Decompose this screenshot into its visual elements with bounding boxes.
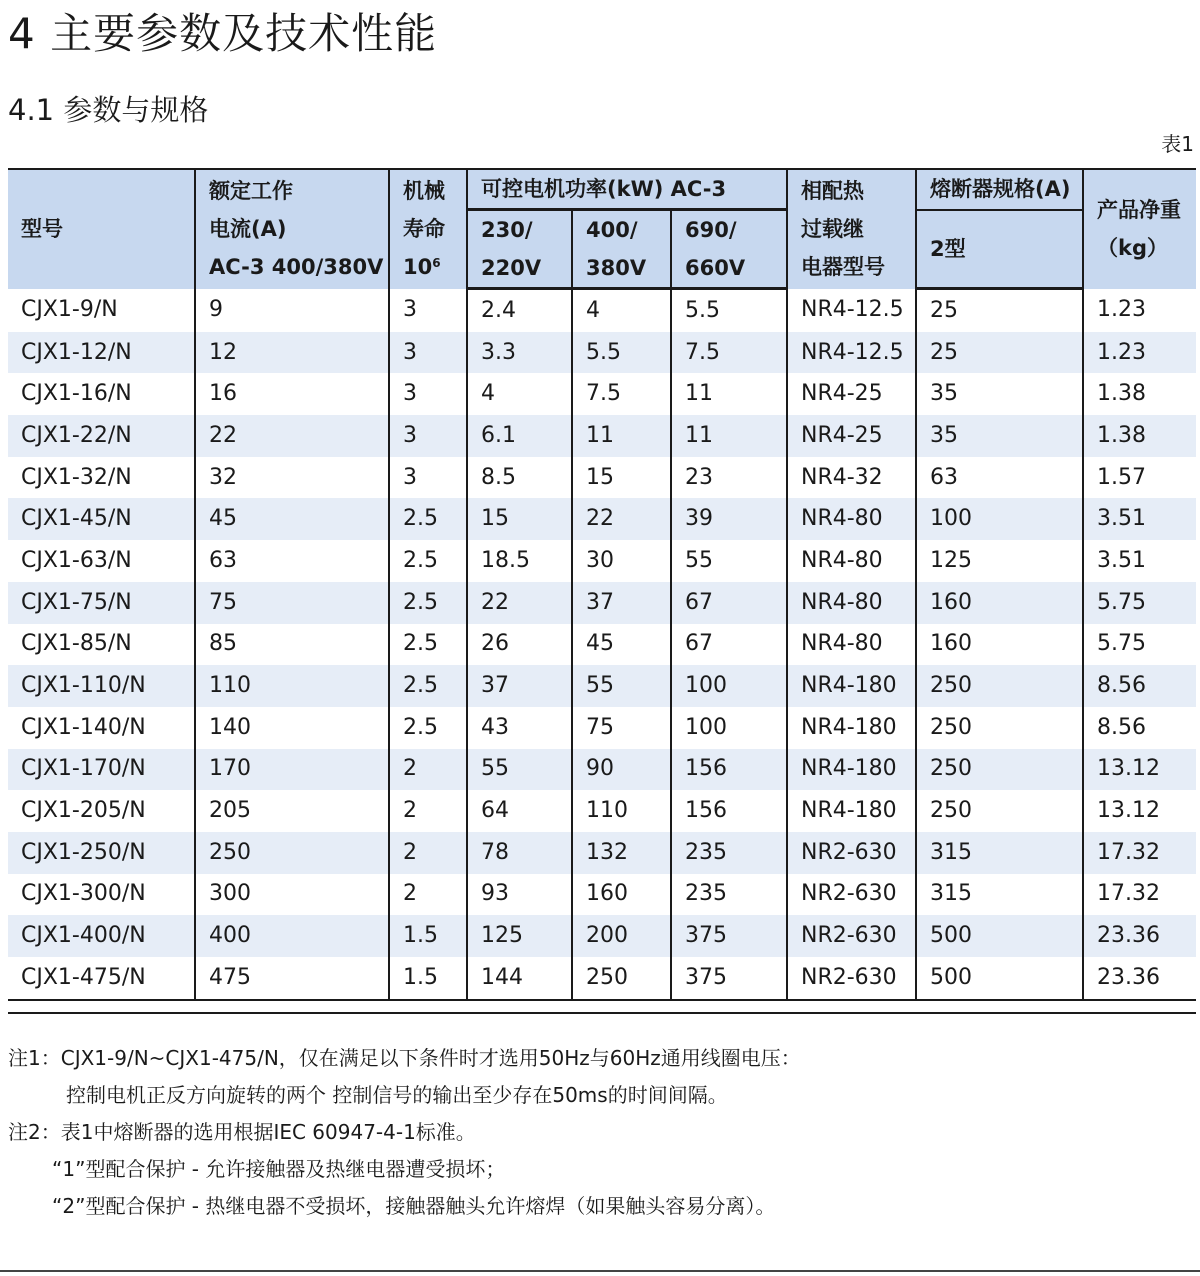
cell-net-weight: 23.36	[1083, 957, 1196, 1000]
cell-thermal-relay: NR4-80	[787, 498, 916, 540]
cell-power-690v: 375	[671, 957, 787, 1000]
cell-net-weight: 5.75	[1083, 582, 1196, 624]
cell-rated-current: 205	[195, 790, 389, 832]
cell-model: CJX1-300/N	[8, 874, 195, 916]
cell-power-400v: 45	[572, 624, 671, 666]
cell-power-400v: 4	[572, 289, 671, 332]
cell-rated-current: 63	[195, 540, 389, 582]
cell-model: CJX1-140/N	[8, 707, 195, 749]
cell-fuse-rating: 250	[916, 749, 1083, 791]
cell-power-690v: 55	[671, 540, 787, 582]
header-thermal-relay: 相配热 过载继 电器型号	[787, 169, 916, 289]
cell-fuse-rating: 500	[916, 957, 1083, 1000]
cell-rated-current: 300	[195, 874, 389, 916]
cell-thermal-relay: NR4-180	[787, 707, 916, 749]
cell-model: CJX1-63/N	[8, 540, 195, 582]
cell-power-230v: 78	[467, 832, 572, 874]
cell-power-690v: 375	[671, 915, 787, 957]
cell-power-690v: 67	[671, 624, 787, 666]
table-row	[8, 915, 1196, 957]
cell-model: CJX1-110/N	[8, 665, 195, 707]
table-row	[8, 540, 1196, 582]
cell-power-230v: 8.5	[467, 457, 572, 499]
table-row	[8, 832, 1196, 874]
header-rated-current: 额定工作 电流(A) AC-3 400/380V	[195, 169, 389, 289]
cell-power-400v: 55	[572, 665, 671, 707]
cell-rated-current: 170	[195, 749, 389, 791]
header-net-weight: 产品净重 （kg）	[1083, 169, 1196, 289]
footer-divider	[0, 1270, 1200, 1272]
cell-power-230v: 125	[467, 915, 572, 957]
cell-mechanical-life: 1.5	[389, 957, 467, 1000]
cell-rated-current: 9	[195, 289, 389, 332]
cell-fuse-rating: 25	[916, 289, 1083, 332]
cell-net-weight: 5.75	[1097, 631, 1146, 657]
cell-fuse-rating: 35	[916, 373, 1083, 415]
table-row	[8, 874, 1196, 916]
cell-power-400v: 22	[572, 498, 671, 540]
cell-power-690v: 11	[671, 415, 787, 457]
cell-power-690v: 23	[671, 457, 787, 499]
header-model: 型号	[8, 169, 195, 289]
cell-model: CJX1-45/N	[8, 498, 195, 540]
cell-power-400v: 160	[572, 874, 671, 916]
cell-net-weight: 17.32	[1097, 881, 1160, 907]
cell-rated-current: 12	[195, 332, 389, 374]
cell-model: CJX1-205/N	[8, 790, 195, 832]
cell-thermal-relay: NR2-630	[787, 957, 916, 1000]
cell-rated-current: 250	[195, 832, 389, 874]
cell-model: CJX1-22/N	[8, 415, 195, 457]
table-row	[8, 749, 1196, 791]
cell-fuse-rating: 100	[916, 498, 1083, 540]
cell-power-400v: 75	[572, 707, 671, 749]
note-1: 注1：CJX1-9/N~CJX1-475/N，仅在满足以下条件时才选用50Hz与60Hz通用线圈电压：	[8, 1046, 801, 1070]
cell-power-400v: 250	[572, 957, 671, 1000]
header-motor-power: 可控电机功率(kW) AC-3	[467, 169, 787, 210]
cell-rated-current: 110	[195, 665, 389, 707]
cell-mechanical-life: 2.5	[389, 582, 467, 624]
cell-net-weight: 1.57	[1097, 464, 1146, 490]
cell-power-230v: 55	[467, 749, 572, 791]
cell-power-400v: 7.5	[572, 373, 671, 415]
cell-mechanical-life: 3	[389, 289, 467, 332]
cell-thermal-relay: NR4-80	[787, 624, 916, 666]
cell-rated-current: 16	[195, 373, 389, 415]
cell-power-230v: 64	[467, 790, 572, 832]
table-row	[8, 332, 1196, 374]
cell-power-400v: 110	[572, 790, 671, 832]
table-row	[8, 498, 1196, 540]
cell-power-690v: 235	[671, 832, 787, 874]
cell-power-230v: 26	[467, 624, 572, 666]
cell-rated-current: 45	[195, 498, 389, 540]
cell-fuse-rating: 160	[916, 624, 1083, 666]
cell-thermal-relay: NR4-12.5	[787, 289, 916, 332]
cell-net-weight: 23.36	[1083, 915, 1196, 957]
cell-net-weight: 13.12	[1083, 749, 1196, 791]
page-title: 4 主要参数及技术性能	[8, 9, 438, 58]
cell-mechanical-life: 3	[389, 373, 467, 415]
cell-rated-current: 22	[195, 415, 389, 457]
cell-power-690v: 11	[671, 373, 787, 415]
cell-mechanical-life: 2	[389, 790, 467, 832]
header-fuse-type: 2型	[916, 210, 1083, 289]
cell-mechanical-life: 2.5	[389, 707, 467, 749]
table-row	[8, 707, 1196, 749]
cell-thermal-relay: NR4-25	[787, 415, 916, 457]
table-row	[8, 457, 1196, 499]
cell-power-230v: 18.5	[467, 540, 572, 582]
cell-model: CJX1-250/N	[8, 832, 195, 874]
notes	[8, 1040, 801, 1225]
cell-net-weight: 8.56	[1083, 665, 1196, 707]
table-row	[8, 665, 1196, 707]
cell-model: CJX1-400/N	[8, 915, 195, 957]
cell-rated-current: 140	[195, 707, 389, 749]
cell-power-690v: 100	[671, 707, 787, 749]
cell-fuse-rating: 315	[916, 874, 1083, 916]
cell-thermal-relay: NR2-630	[787, 874, 916, 916]
divider	[8, 1012, 1196, 1014]
cell-power-690v: 5.5	[671, 289, 787, 332]
cell-power-230v: 43	[467, 707, 572, 749]
table-row	[8, 624, 1196, 666]
cell-net-weight: 3.51	[1083, 498, 1196, 540]
cell-rated-current: 400	[195, 915, 389, 957]
cell-net-weight: 8.56	[1097, 714, 1146, 740]
cell-model: CJX1-170/N	[8, 749, 195, 791]
cell-power-400v: 11	[572, 415, 671, 457]
cell-mechanical-life: 2.5	[389, 665, 467, 707]
cell-rated-current: 75	[195, 582, 389, 624]
cell-thermal-relay: NR4-180	[787, 665, 916, 707]
cell-thermal-relay: NR4-80	[787, 540, 916, 582]
cell-power-230v: 6.1	[467, 415, 572, 457]
cell-power-690v: 156	[671, 749, 787, 791]
cell-mechanical-life: 2	[389, 832, 467, 874]
cell-thermal-relay: NR4-25	[787, 373, 916, 415]
table-row	[8, 790, 1196, 832]
cell-power-690v: 67	[671, 582, 787, 624]
cell-fuse-rating: 25	[916, 332, 1083, 374]
cell-power-230v: 2.4	[467, 289, 572, 332]
cell-power-690v: 100	[671, 665, 787, 707]
cell-fuse-rating: 125	[916, 540, 1083, 582]
cell-net-weight: 1.23	[1097, 297, 1146, 323]
cell-power-230v: 93	[467, 874, 572, 916]
cell-model: CJX1-85/N	[8, 624, 195, 666]
cell-power-690v: 7.5	[671, 332, 787, 374]
cell-model: CJX1-475/N	[8, 957, 195, 1000]
table-row	[8, 415, 1196, 457]
cell-net-weight: 1.38	[1097, 381, 1146, 407]
header-690v: 690/ 660V	[671, 210, 787, 289]
cell-thermal-relay: NR4-12.5	[787, 332, 916, 374]
cell-fuse-rating: 500	[916, 915, 1083, 957]
cell-net-weight: 3.51	[1097, 547, 1146, 573]
note-2: 注2：表1中熔断器的选用根据IEC 60947-4-1标准。	[8, 1120, 476, 1144]
cell-mechanical-life: 3	[389, 332, 467, 374]
cell-mechanical-life: 2.5	[389, 540, 467, 582]
cell-rated-current: 475	[195, 957, 389, 1000]
note-1-detail: 控制电机正反方向旋转的两个 控制信号的输出至少存在50ms的时间间隔。	[66, 1083, 728, 1107]
cell-power-400v: 37	[572, 582, 671, 624]
cell-mechanical-life: 2	[389, 749, 467, 791]
section-title: 4.1 参数与规格	[8, 93, 209, 127]
cell-power-230v: 144	[467, 957, 572, 1000]
cell-rated-current: 32	[195, 457, 389, 499]
cell-thermal-relay: NR4-180	[787, 790, 916, 832]
note-2-type1: “1”型配合保护 - 允许接触器及热继电器遭受损坏；	[52, 1157, 506, 1181]
table-label: 表1	[1161, 132, 1194, 156]
spec-table	[8, 168, 1196, 1001]
cell-power-690v: 39	[671, 498, 787, 540]
header-mechanical-life: 机械 寿命 $10^6$	[389, 169, 467, 289]
cell-mechanical-life: 2.5	[389, 624, 467, 666]
cell-power-400v: 5.5	[572, 332, 671, 374]
cell-mechanical-life: 3	[389, 457, 467, 499]
header-230v: 230/ 220V	[467, 210, 572, 289]
cell-fuse-rating: 250	[916, 665, 1083, 707]
cell-thermal-relay: NR2-630	[787, 832, 916, 874]
cell-power-400v: 15	[572, 457, 671, 499]
cell-mechanical-life: 1.5	[389, 915, 467, 957]
cell-model: CJX1-16/N	[8, 373, 195, 415]
cell-rated-current: 85	[195, 624, 389, 666]
cell-mechanical-life: 2	[389, 874, 467, 916]
cell-power-230v: 15	[467, 498, 572, 540]
cell-fuse-rating: 63	[916, 457, 1083, 499]
table-row	[8, 582, 1196, 624]
cell-model: CJX1-12/N	[8, 332, 195, 374]
cell-net-weight: 17.32	[1083, 832, 1196, 874]
cell-power-690v: 156	[671, 790, 787, 832]
cell-thermal-relay: NR4-32	[787, 457, 916, 499]
table-body	[8, 289, 1196, 1000]
cell-thermal-relay: NR2-630	[787, 915, 916, 957]
cell-mechanical-life: 3	[389, 415, 467, 457]
cell-power-400v: 132	[572, 832, 671, 874]
cell-net-weight: 13.12	[1097, 798, 1160, 824]
note-2-type2: “2”型配合保护 - 热继电器不受损坏，接触器触头允许熔焊（如果触头容易分离）。	[52, 1194, 776, 1218]
cell-mechanical-life: 2.5	[389, 498, 467, 540]
cell-power-230v: 3.3	[467, 332, 572, 374]
table-row	[8, 289, 1196, 332]
cell-thermal-relay: NR4-80	[787, 582, 916, 624]
cell-fuse-rating: 250	[916, 707, 1083, 749]
table-header	[8, 169, 1196, 289]
cell-model: CJX1-32/N	[8, 457, 195, 499]
header-fuse-spec: 熔断器规格(A)	[916, 169, 1083, 210]
cell-power-400v: 30	[572, 540, 671, 582]
table-row	[8, 373, 1196, 415]
cell-power-400v: 200	[572, 915, 671, 957]
cell-power-230v: 37	[467, 665, 572, 707]
cell-power-400v: 90	[572, 749, 671, 791]
cell-power-230v: 4	[467, 373, 572, 415]
header-400v: 400/ 380V	[572, 210, 671, 289]
cell-fuse-rating: 160	[916, 582, 1083, 624]
cell-fuse-rating: 315	[916, 832, 1083, 874]
cell-model: CJX1-75/N	[8, 582, 195, 624]
cell-model: CJX1-9/N	[8, 289, 195, 332]
cell-net-weight: 1.23	[1083, 332, 1196, 374]
cell-net-weight: 1.38	[1083, 415, 1196, 457]
cell-power-690v: 235	[671, 874, 787, 916]
cell-power-230v: 22	[467, 582, 572, 624]
cell-fuse-rating: 250	[916, 790, 1083, 832]
table-row	[8, 957, 1196, 1000]
cell-fuse-rating: 35	[916, 415, 1083, 457]
cell-thermal-relay: NR4-180	[787, 749, 916, 791]
